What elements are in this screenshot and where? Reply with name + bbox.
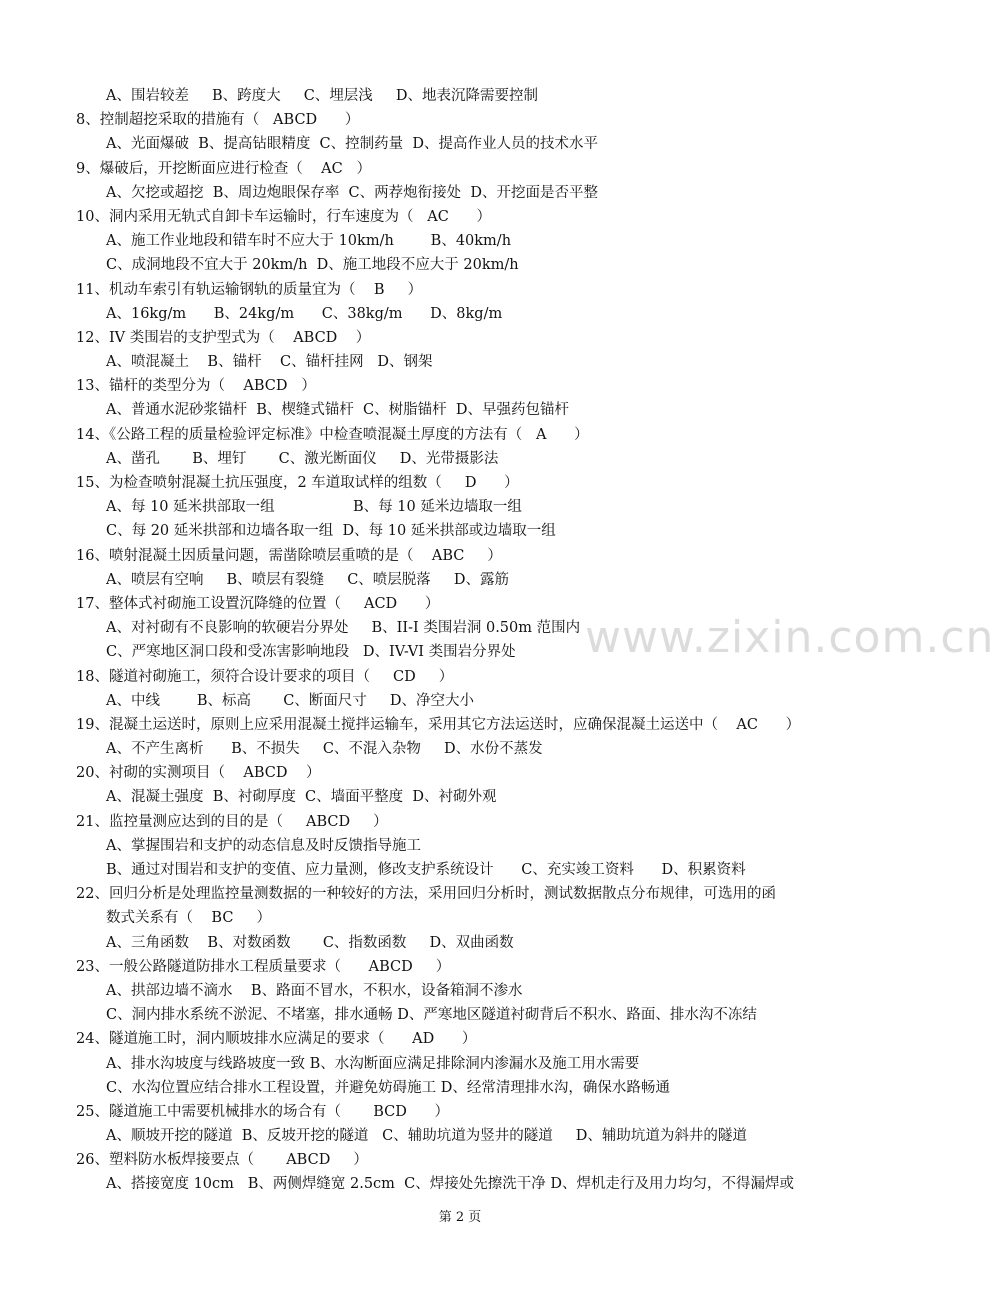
option-line: A、顺坡开挖的隧道 B、反坡开挖的隧道 C、辅助坑道为竖井的隧道 D、辅助坑道为斜井的隧道 [106,1128,747,1145]
question-line: 25、隧道施工中需要机械排水的场合有（ BCD ） [76,1103,450,1120]
question-line: 26、塑料防水板焊接要点（ ABCD ） [76,1152,368,1169]
option-line: C、洞内排水系统不淤泥、不堵塞，排水通畅 D、严寒地区隧道衬砌背后不积水、路面、排水沟不冻结 [106,1007,757,1024]
option-line: A、光面爆破 B、提高钻眼精度 C、控制药量 D、提高作业人员的技术水平 [106,136,598,153]
question-line: 24、隧道施工时，洞内顺坡排水应满足的要求（ AD ） [76,1031,477,1048]
option-line: C、严寒地区洞口段和受冻害影响地段 D、IV-VI 类围岩分界处 [106,644,516,661]
question-line: 17、整体式衬砌施工设置沉降缝的位置（ ACD ） [76,595,440,612]
option-line: B、通过对围岩和支护的变值、应力量测，修改支护系统设计 C、充实竣工资料 D、积累资料 [106,862,746,878]
option-line: A、围岩较差 B、跨度大 C、埋层浅 D、地表沉降需要控制 [106,88,538,104]
question-line: 11、机动车索引有轨运输钢轨的质量宜为（ B ） [76,281,423,298]
question-continuation-line: 数式关系有（ BC ） [106,910,272,927]
question-line: 9、爆破后，开挖断面应进行检查（ AC ） [76,160,372,177]
question-line: 23、一般公路隧道防排水工程质量要求（ ABCD ） [76,958,451,975]
option-line: A、中线 B、标高 C、断面尺寸 D、净空大小 [106,692,475,709]
question-line: 12、IV 类围岩的支护型式为（ ABCD ） [76,329,371,346]
question-line: 22、回归分析是处理监控量测数据的一种较好的方法，采用回归分析时，测试数据散点分布规律，可选用的函 [76,886,776,903]
question-line: 19、混凝土运送时，原则上应采用混凝土搅拌运输车，采用其它方法运送时，应确保混凝土运送中（ AC ） [76,716,801,733]
question-line: 16、喷射混凝土因质量问题，需凿除喷层重喷的是（ ABC ） [76,547,502,564]
document-body [0,84,920,1197]
option-line: A、喷混凝土 B、锚杆 C、锚杆挂网 D、钢架 [106,354,433,371]
question-line: 20、衬砌的实测项目（ ABCD ） [76,765,321,782]
question-line: 8、控制超挖采取的措施有（ ABCD ） [76,112,360,129]
option-line: A、掌握围岩和支护的动态信息及时反馈指导施工 [106,837,421,854]
option-line: A、喷层有空响 B、喷层有裂缝 C、喷层脱落 D、露筋 [106,571,509,588]
question-line: 21、监控量测应达到的目的是（ ABCD ） [76,813,388,830]
option-line: A、凿孔 B、埋钉 C、激光断面仪 D、光带摄影法 [106,450,499,467]
option-line: A、三角函数 B、对数函数 C、指数函数 D、双曲函数 [106,934,514,951]
option-line: A、施工作业地段和错车时不应大于 10km/h B、40km/h [106,233,512,250]
option-line: A、排水沟坡度与线路坡度一致 B、水沟断面应满足排除洞内渗漏水及施工用水需要 [106,1055,640,1072]
question-line: 13、锚杆的类型分为（ ABCD ） [76,378,316,395]
option-line: C、水沟位置应结合排水工程设置，并避免妨碍施工 D、经常清理排水沟，确保水路畅通 [106,1079,670,1096]
option-line: A、拱部边墙不滴水 B、路面不冒水，不积水，设备箱洞不渗水 [106,982,523,999]
option-line: A、对衬砌有不良影响的软硬岩分界处 B、II-I 类围岩洞 0.50m 范围内 [106,620,581,637]
question-line: 15、为检查喷射混凝土抗压强度，2 车道取试样的组数（ D ） [76,475,519,491]
option-line: A、混凝土强度 B、衬砌厚度 C、墙面平整度 D、衬砌外观 [106,789,497,806]
option-line: C、每 20 延米拱部和边墙各取一组 D、每 10 延米拱部或边墙取一组 [106,523,556,540]
option-line: A、不产生离析 B、不损失 C、不混入杂物 D、水份不蒸发 [106,741,543,758]
question-line: 14、《公路工程的质量检验评定标准》中检查喷混凝土厚度的方法有（ A ） [76,426,589,443]
option-line: C、成洞地段不宜大于 20km/h D、施工地段不应大于 20km/h [106,257,519,274]
question-line: 10、洞内采用无轨式自卸卡车运输时，行车速度为（ AC ） [76,208,491,225]
option-line: A、欠挖或超挖 B、周边炮眼保存率 C、两荐炮衔接处 D、开挖面是否平整 [106,184,598,201]
question-line: 18、隧道衬砌施工，须符合设计要求的项目（ CD ） [76,668,454,685]
page-number: 第 2 页 [438,1210,482,1225]
option-line: A、搭接宽度 10cm B、两侧焊缝宽 2.5cm C、焊接处先擦洗干净 D、焊机走行及用力均匀，不得漏焊或 [106,1176,794,1193]
watermark: www.zixin.com.cn [585,612,994,663]
option-line: A、每 10 延米拱部取一组 B、每 10 延米边墙取一组 [106,499,522,516]
option-line: A、普通水泥砂浆锚杆 B、楔缝式锚杆 C、树脂锚杆 D、早强药包锚杆 [106,402,569,419]
option-line: A、16kg/m B、24kg/m C、38kg/m D、8kg/m [106,305,503,322]
